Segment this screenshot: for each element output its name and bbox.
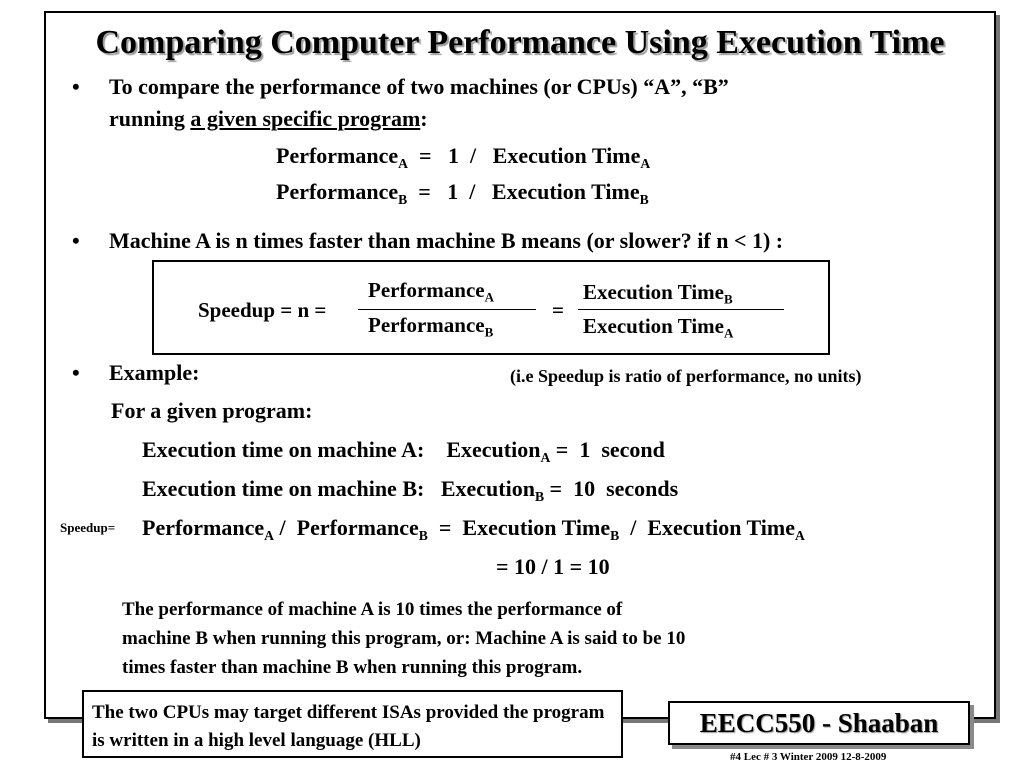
example-result: = 10 / 1 = 10	[496, 554, 610, 579]
bullet-dot: •	[72, 74, 80, 99]
example-speedup-equation: Performance$_A$ / Performance$_B$ = Execution Time$_B$ / Execution Time$_A$	[142, 515, 805, 543]
bullet-dot: •	[72, 360, 80, 385]
fraction-denominator-exec-time-a: Execution Time$_A$	[583, 314, 734, 341]
conclusion-text: The performance of machine A is 10 times the performance of machine B when running this program, or: Machine A is said to be 10 times faster than machine B when running this program.	[122, 599, 686, 678]
example-given-program: For a given program:	[111, 398, 313, 423]
fraction-bar	[358, 309, 536, 310]
course-brand-box: EECC550 - Shaaban	[668, 701, 970, 745]
bullet-dot: •	[72, 228, 80, 253]
speedup-small-label: Speedup=	[60, 520, 116, 535]
slide-footer: #4 Lec # 3 Winter 2009 12-8-2009	[730, 751, 887, 763]
fraction-bar	[578, 309, 784, 310]
example-machine-b: Execution time on machine B: Execution$_B$ = 10 seconds	[142, 476, 679, 504]
fraction-numerator-performance-a: Performance$_A$	[368, 278, 495, 305]
equals-sign: =	[552, 298, 564, 322]
bullet-2-text: Machine A is n times faster than machine B means (or slower? if n < 1) :	[109, 228, 784, 253]
speedup-ratio-note: (i.e Speedup is ratio of performance, no units)	[510, 366, 862, 386]
isa-note-box: The two CPUs may target different ISAs provided the program is written in a high level language (HLL)	[82, 690, 623, 758]
bullet-1-line-2: running a given specific program:	[109, 106, 428, 131]
bullet-3-text: Example:	[109, 360, 200, 385]
equation-performance-b: Performance$_B$ = 1 / Execution Time$_B$	[276, 179, 649, 207]
speedup-label: Speedup = n =	[198, 298, 327, 322]
example-machine-a: Execution time on machine A: Execution$_A$ = 1 second	[142, 437, 665, 465]
fraction-numerator-exec-time-b: Execution Time$_B$	[583, 280, 733, 307]
fraction-denominator-performance-b: Performance$_B$	[368, 313, 494, 340]
bullet-1-line-1: To compare the performance of two machines (or CPUs) “A”, “B”	[109, 74, 729, 99]
slide-title: Comparing Computer Performance Using Execution Time	[95, 24, 945, 61]
equation-performance-a: Performance$_A$ = 1 / Execution Time$_A$	[276, 143, 651, 171]
